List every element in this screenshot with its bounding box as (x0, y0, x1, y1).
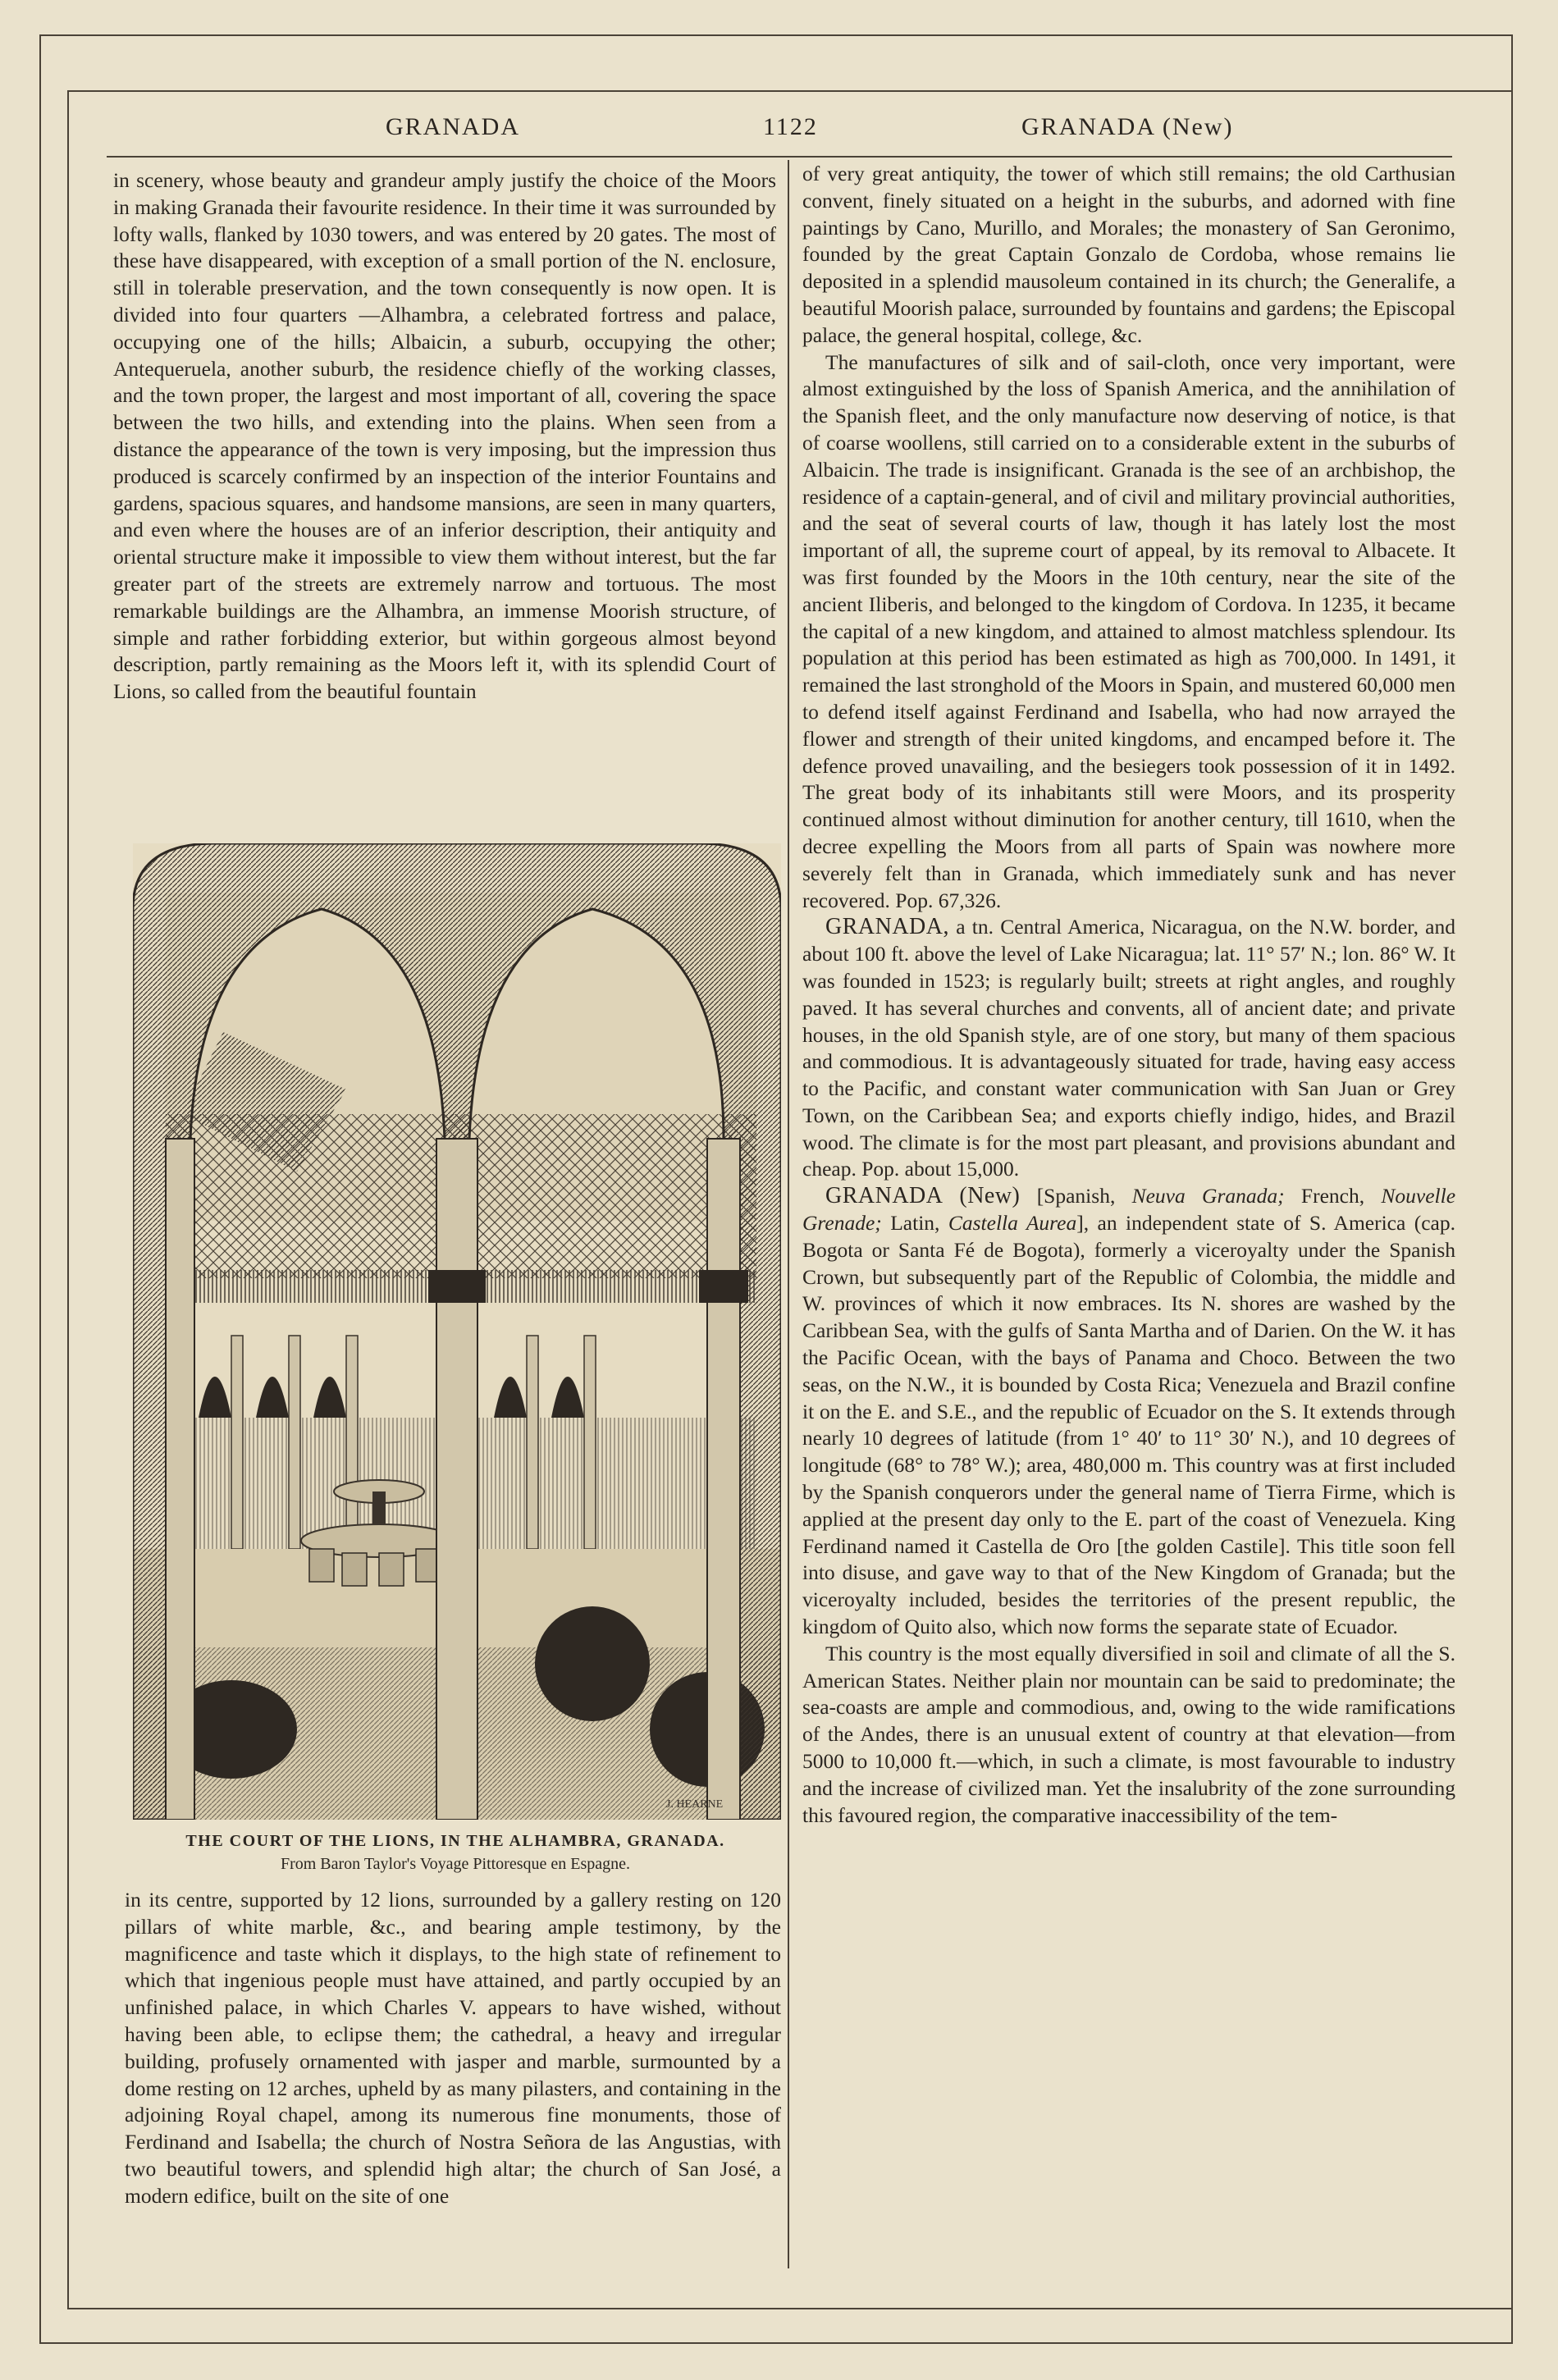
engraver-signature: J. HEARNE (666, 1798, 724, 1811)
right-column (802, 161, 1455, 2269)
entry-granada-new (802, 1183, 1455, 1641)
header-right-title: GRANADA (New) (1021, 113, 1234, 140)
entry-spanish-name: Neuva Granada; (1131, 1184, 1285, 1208)
court-of-lions-engraving (133, 843, 781, 1820)
entry-french-name: Nouvelle Grenade; (802, 1184, 1455, 1236)
left-column-bottom (125, 1887, 781, 2273)
paragraph: in its centre, supported by 12 lions, surrounded by a gallery resting on 120 pillars of white marble, &c., and bearing ample testimony, by the magnificence and taste which it displays, to the high state of refinement to which that ingenious people must have attained, and partly occupied by an unfinished palace, in which Charles V. appears to have wished, without having been able, to eclipse them; the cathedral, a heavy and irregular building, profusely ornamented with jasper and marble, surmounted by a dome resting on 12 arches, upheld by as many pilasters, and containing in the adjoining Royal chapel, among its numerous fine monuments, those of Ferdinand and Isabella; the church of Nostra Señora de las Angustias, with two beautiful towers, and splendid high altar; the church of San José, a modern edifice, built on the site of one (125, 1888, 781, 2208)
paragraph: of very great antiquity, the tower of which still remains; the old Carthusian convent, finely situated on a height in the suburbs, and adorned with fine paintings by Cano, Murillo, and Morales; the monastery of San Geronimo, founded by the great Captain Gonzalo de Cordoba, whose remains lie deposited in a splendid mausoleum contained in its church; the Generalife, a beautiful Moorish palace, surrounded by fountains and gardens; the Episcopal palace, the general hospital, college, &c. (802, 162, 1455, 347)
caption-title: THE COURT OF THE LIONS, IN THE ALHAMBRA, GRANADA. (185, 1832, 725, 1850)
header-rule (107, 156, 1452, 158)
left-column-top (113, 167, 776, 832)
entry-heading: GRANADA, (825, 914, 949, 940)
entry-body: a tn. Central America, Nicaragua, on the N.W. border, and about 100 ft. above the level of Lake Nicaragua; lat. 11° 57′ N.; lon. 86° W. It was founded in 1523; is regularly built; streets at right angles, and roughly paved. It has several churches and convents, all of ancient date; and private houses, in the old Spanish style, are of one story, but many of them spacious and commodious. It is advantageously situated for trade, having easy access to the Pacific, and constant water communication with San Juan or Grey Town, on the Caribbean Sea; and exports chiefly indigo, hides, and Brazil wood. The climate is for the most part pleasant, and provisions abundant and cheap. Pop. about 15,000. (802, 915, 1455, 1181)
running-header (107, 107, 1452, 148)
page-number: 1122 (763, 113, 818, 140)
entry-text: Latin, (890, 1211, 940, 1236)
entry-body: ], an independent state of S. America (cap. Bogota or Santa Fé de Bogota), formerly a viceroyalty under the Spanish Crown, but subsequently part of the Republic of Colombia, the middle and W. provinces of which it now embraces. Its N. shores are washed by the Caribbean Sea, with the gulfs of Santa Martha and of Darien. On the W. it has the Pacific Ocean, with the bays of Panama and Choco. Between the two seas, on the N.W., it is bounded by Costa Rica; Venezuela and Brazil confine it on the E. and S.E., and the republic of Ecuador on the S. It extends through nearly 10 degrees of latitude (from 1° 40′ to 11° 30′ N.), and 10 degrees of longitude (68° to 78° W.); area, 480,000 m. This country was at first included by the Spanish conquerors under the general name of Tierra Firme, which is applied at the present day only to the E. part of the coast of Venezuela. King Ferdinand named it Castella de Oro [the golden Castile]. This title soon fell into disuse, and gave way to that of the New Kingdom of Granada; but the viceroyalty included, besides the territories of the present republic, the kingdom of Quito also, which now forms the separate state of Ecuador. (802, 1211, 1455, 1639)
entry-latin-name: Castella Aurea (948, 1211, 1077, 1236)
entry-heading: GRANADA (New) (825, 1183, 1021, 1209)
paragraph: in scenery, whose beauty and grandeur amply justify the choice of the Moors in making Granada their favourite residence. In their time it was surrounded by lofty walls, flanked by 1030 towers, and was entered by 20 gates. The most of these have disappeared, with exception of a small portion of the N. enclosure, still in tolerable preservation, and the town consequently is now open. It is divided into four quarters —Alhambra, a celebrated fortress and palace, occupying one of the hills; Albaicin, a suburb, occupying the other; Antequeruela, another suburb, the residence chiefly of the working classes, and the town proper, the largest and most important of all, covering the space between the two hills, and extending into the plains. When seen from a distance the appearance of the town is very imposing, but the impression thus produced is scarcely confirmed by an inspection of the interior Fountains and gardens, spacious squares, and handsome mansions, are seen in many quarters, and even where the houses are of an inferior description, their antiquity and oriental structure make it impossible to view them without interest, but the far greater part of the streets are extremely narrow and tortuous. The most remarkable buildings are the Alhambra, an immense Moorish structure, of simple and rather forbidding exterior, but within gorgeous almost beyond description, partly remaining as the Moors left it, with its splendid Court of Lions, so called from the beautiful fountain (113, 168, 776, 704)
paragraph: The manufactures of silk and of sail-cloth, once very important, were almost extinguished by the loss of Spanish America, and the annihilation of the Spanish fleet, and the only manufacture now deserving of notice, is that of coarse woollens, still carried on to a considerable extent in the suburbs of Albaicin. The trade is insignificant. Granada is the see of an archbishop, the residence of a captain-general, and of civil and military provincial authorities, and the seat of several courts of law, though it has lately lost the most important of all, the supreme court of appeal, by its removal to Albacete. It was first founded by the Moors in the 10th century, near the site of the ancient Iliberis, and belonged to the kingdom of Cordova. In 1235, it became the capital of a new kingdom, and attained to almost matchless splendour. Its population at this period has been estimated as high as 700,000. In 1491, it remained the last stronghold of the Moors in Spain, and mustered 60,000 men to defend itself against Ferdinand and Isabella, who had now arrayed the flower and strength of their united kingdoms, and encamped before it. The defence proved unavailing, and the besiegers took possession of it in 1492. The great body of its inhabitants still were Moors, and its prosperity continued almost without diminution for another century, till 1610, when the decree expelling the Moors from all parts of Spain was nowhere more severely felt than in Granada, which immediately sunk and has never recovered. Pop. 67,326. (802, 349, 1455, 912)
header-left-title: GRANADA (386, 113, 520, 140)
entry-granada-nicaragua (802, 914, 1455, 1183)
caption-source: From Baron Taylor's Voyage Pittoresque en Espagne. (280, 1855, 631, 1873)
column-rule (788, 160, 789, 2268)
entry-text: [Spanish, (1036, 1184, 1116, 1208)
entry-text: French, (1300, 1184, 1365, 1208)
figure-caption (123, 1830, 788, 1875)
paragraph: This country is the most equally diversified in soil and climate of all the S. American States. Neither plain nor mountain can be said to predominate; the sea-coasts are ample and commodious, and, owing to the wide ramifications of the Andes, there is an unusual extent of country at that elevation—from 5000 to 10,000 ft.—which, in such a climate, is most favourable to industry and the increase of civilized man. Yet the insalubrity of the zone surrounding this favoured region, the comparative inaccessibility of the tem- (802, 1641, 1455, 1827)
